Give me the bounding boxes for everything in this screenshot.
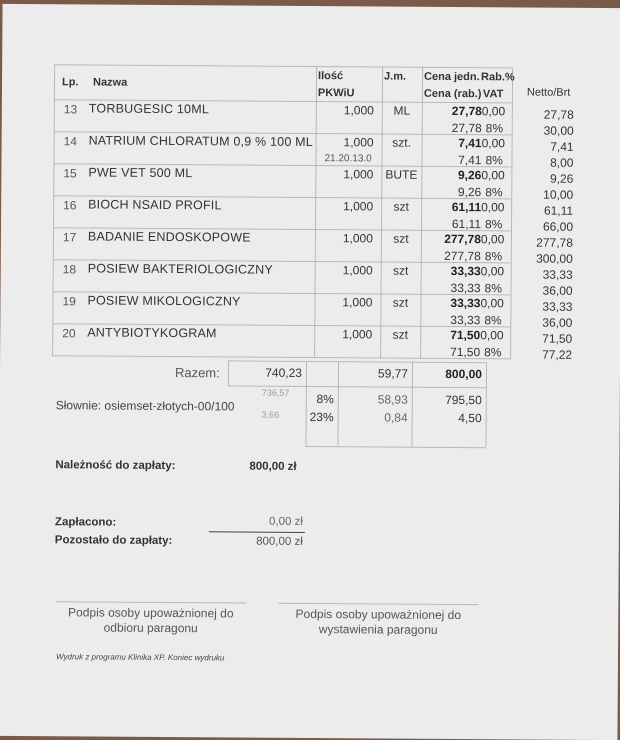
row-ilosc: 1,000 <box>342 327 373 342</box>
vat-row-1-rate: 8% <box>316 392 334 407</box>
row-cena-jedn: 9,26 <box>457 168 482 183</box>
summary-left-border <box>228 360 229 385</box>
receipt-content <box>0 4 620 740</box>
row-rab: 0,00 <box>481 168 505 183</box>
row-cena-jedn: 27,78 <box>451 103 482 119</box>
signature-line-right <box>278 603 478 605</box>
row-brutto: 77,22 <box>542 347 573 362</box>
row-cena-rab: 33,33 <box>450 280 481 296</box>
row-netto: 9,26 <box>549 171 574 186</box>
row-nazwa: ANTYBIOTYKOGRAM <box>87 325 217 341</box>
row-rab: 0,00 <box>480 296 504 311</box>
header-rab: Rab.% <box>481 71 515 84</box>
row-nazwa: BADANIE ENDOSKOPOWE <box>87 229 251 245</box>
row-nazwa: BIOCH NSAID PROFIL <box>88 197 222 213</box>
vat-row-2-rate: 23% <box>309 409 334 425</box>
row-vat: 8% <box>484 345 502 360</box>
row-cena-jedn: 61,11 <box>451 199 482 215</box>
row-ilosc: 1,000 <box>343 135 374 150</box>
row-netto: 71,50 <box>542 331 573 346</box>
row-ilosc: 1,000 <box>343 103 374 118</box>
summary-right-border <box>485 362 487 447</box>
signature-line-left <box>56 601 246 603</box>
naleznosc-value: 800,00 zł <box>249 460 297 473</box>
table-left-border <box>52 64 55 356</box>
row-cena-rab: 33,33 <box>450 312 481 328</box>
row-ilosc: 1,000 <box>342 263 373 278</box>
row-rab: 0,00 <box>480 232 505 247</box>
row-netto: 61,11 <box>543 203 574 218</box>
summary-top-border <box>228 360 486 363</box>
row-ilosc: 1,000 <box>342 295 373 310</box>
row-lp: 14 <box>63 134 78 149</box>
row-netto: 7,41 <box>550 139 574 154</box>
razem-label: Razem: <box>174 365 220 381</box>
row-cena-rab: 27,78 <box>451 120 482 136</box>
row-cena-rab: 7,41 <box>458 153 482 168</box>
row-lp: 16 <box>63 198 77 213</box>
row-ilosc: 1,000 <box>342 231 373 246</box>
table-top-border <box>54 64 512 68</box>
row-vat: 8% <box>484 249 503 264</box>
row-brutto: 36,00 <box>542 315 573 330</box>
header-lp: Lp. <box>61 76 79 89</box>
row-lp: 13 <box>63 102 78 117</box>
row-nazwa: PWE VET 500 ML <box>88 165 193 181</box>
vat-row-2-netto: 3,66 <box>261 409 280 420</box>
row-rab: 0,00 <box>480 328 504 343</box>
slownie-text: Słownie: osiemset-złotych-00/100 <box>55 398 235 414</box>
signature-right-label: Podpis osoby upoważnionej do wystawienia paragonu <box>295 606 462 637</box>
header-pkwiu: PKWiU <box>317 87 355 100</box>
row-pkwiu: 21.20.13.0 <box>324 153 372 165</box>
row-nazwa: POSIEW BAKTERIOLOGICZNY <box>87 261 273 277</box>
payment-divider <box>209 531 305 533</box>
header-netto-brt: Netto/Brt <box>526 86 571 99</box>
row-nazwa: POSIEW MIKOLOGICZNY <box>87 293 241 309</box>
header-jm: J.m. <box>384 70 407 83</box>
row-jm: BUTE <box>385 167 418 182</box>
row-brutto: 30,00 <box>543 123 574 138</box>
row-netto: 33,33 <box>542 267 573 282</box>
row-netto: 277,78 <box>536 235 573 250</box>
header-ilosc: Ilość <box>318 70 344 83</box>
footer-note: Wydruk z programu Klinika XP. Koniec wydruku <box>55 652 225 663</box>
row-brutto: 10,00 <box>543 187 574 202</box>
row-jm: ML <box>393 103 411 118</box>
col-divider-cena <box>420 67 423 359</box>
razem-netto: 740,23 <box>265 365 303 380</box>
receipt-paper <box>0 4 620 740</box>
header-nazwa: Nazwa <box>92 76 128 89</box>
row-lp: 18 <box>62 262 77 277</box>
vat-row-1-brutto: 795,50 <box>445 392 482 408</box>
row-netto: 27,78 <box>543 107 574 122</box>
row-jm: szt <box>392 327 408 342</box>
row-lp: 20 <box>62 326 76 341</box>
vat-row-2-vat: 0,84 <box>384 410 408 425</box>
row-cena-rab: 277,78 <box>444 248 481 264</box>
summary-bottom-border <box>305 446 485 448</box>
row-jm: szt. <box>392 135 411 150</box>
pozostalo-label: Pozostało do zapłaty: <box>54 534 173 548</box>
header-vat: VAT <box>482 88 504 101</box>
vat-row-2-brutto: 4,50 <box>458 411 482 426</box>
razem-brutto: 800,00 <box>445 366 483 382</box>
row-jm: szt <box>393 231 409 246</box>
row-jm: szt <box>393 199 409 214</box>
row-cena-rab: 61,11 <box>451 216 482 232</box>
row-vat: 8% <box>484 313 502 328</box>
zaplacono-value: 0,00 zł <box>269 515 303 528</box>
row-cena-rab: 71,50 <box>450 344 481 360</box>
row-vat: 8% <box>485 153 503 168</box>
row-ilosc: 1,000 <box>343 199 374 214</box>
naleznosc-label: Należność do zapłaty: <box>55 459 176 473</box>
header-cena-jedn: Cena jedn. <box>424 70 480 84</box>
row-brutto: 36,00 <box>542 283 573 298</box>
row-cena-jedn: 33,33 <box>450 263 481 279</box>
signature-left-label: Podpis osoby upoważnionej do odbioru paragonu <box>68 605 234 636</box>
pozostalo-value: 800,00 zł <box>256 535 303 548</box>
row-brutto: 66,00 <box>542 219 574 234</box>
row-cena-jedn: 277,78 <box>444 231 481 247</box>
row-rab: 0,00 <box>480 264 505 279</box>
zaplacono-label: Zapłacono: <box>54 516 117 529</box>
razem-vat: 59,77 <box>377 366 409 381</box>
row-cena-jedn: 7,41 <box>458 136 482 151</box>
row-cena-jedn: 33,33 <box>450 295 481 311</box>
row-jm: szt <box>392 263 409 278</box>
row-jm: szt <box>392 295 409 310</box>
row-ilosc: 1,000 <box>343 167 374 182</box>
vat-row-1-netto: 736,57 <box>261 387 290 398</box>
row-brutto: 8,00 <box>550 155 574 170</box>
row-nazwa: NATRIUM CHLORATUM 0,9 % 100 ML <box>88 133 313 150</box>
row-rab: 0,00 <box>481 104 506 119</box>
row-nazwa: TORBUGESIC 10ML <box>88 101 210 117</box>
header-cena-rab: Cena (rab.) <box>423 87 482 101</box>
row-lp: 19 <box>62 294 76 309</box>
col-divider-jm <box>380 66 383 358</box>
vat-row-1-vat: 58,93 <box>377 392 408 407</box>
table-right-border <box>510 67 513 359</box>
row-vat: 8% <box>484 217 503 232</box>
row-cena-jedn: 71,50 <box>450 327 481 343</box>
row-vat: 8% <box>484 281 502 296</box>
row-rab: 0,00 <box>481 136 506 151</box>
row-vat: 8% <box>485 121 504 136</box>
row-brutto: 300,00 <box>536 251 573 266</box>
row-cena-rab: 9,26 <box>457 185 482 200</box>
row-vat: 8% <box>485 185 503 200</box>
row-lp: 17 <box>62 230 77 245</box>
row-lp: 15 <box>63 166 77 181</box>
row-rab: 0,00 <box>481 200 505 215</box>
row-netto: 33,33 <box>542 299 573 314</box>
